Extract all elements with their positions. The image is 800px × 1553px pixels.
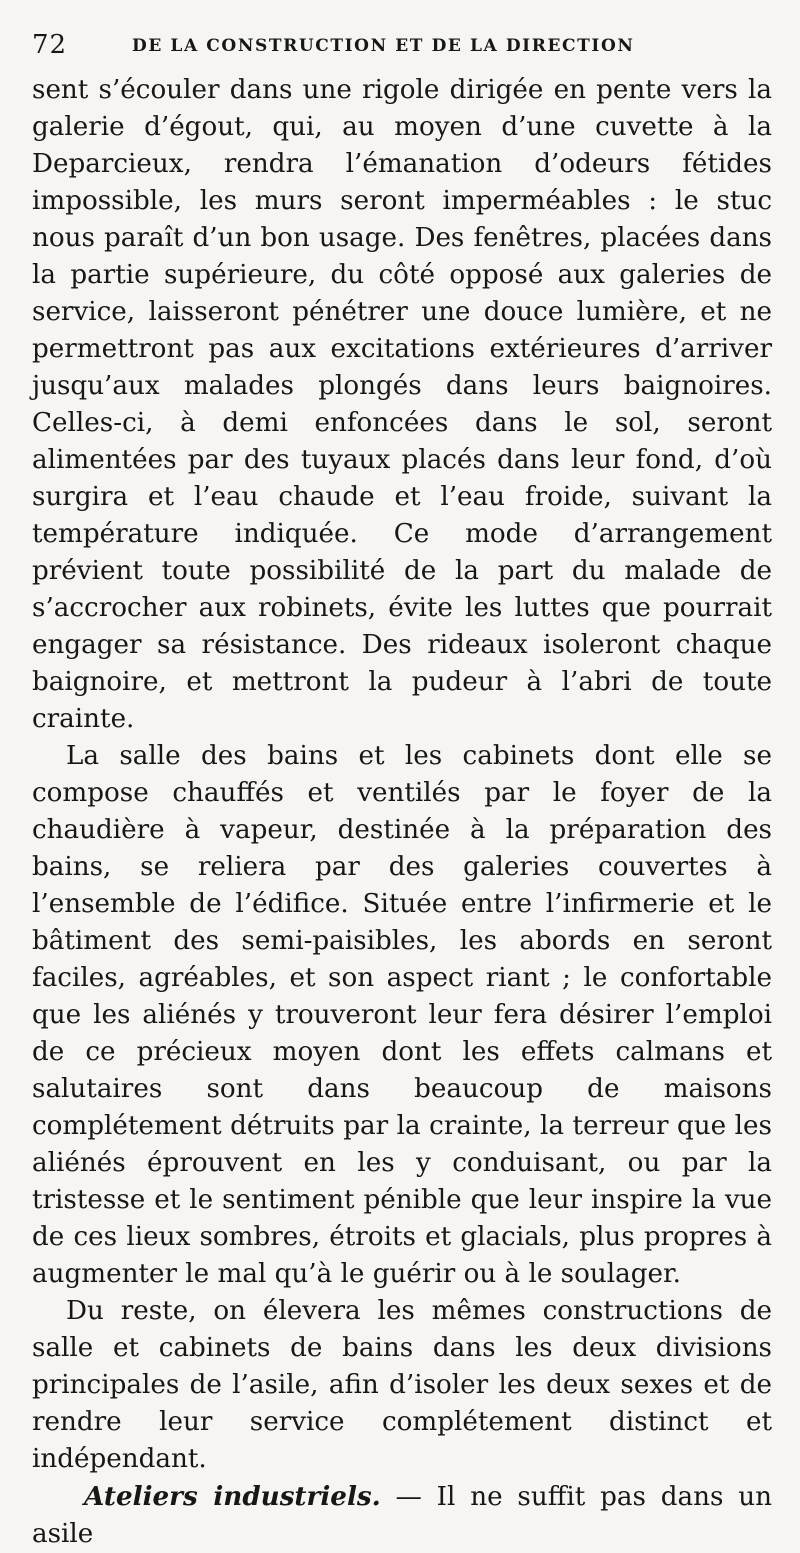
page-number: 72	[32, 30, 68, 60]
paragraph-divisions: Du reste, on élevera les mêmes constructions de salle et cabinets de bains dans les deux divisions principales de l’asile, afin d’isoler les deux sexes et de rendre leur service complétement distinct et indépendant.	[32, 1296, 772, 1474]
section-heading-line	[32, 1478, 772, 1553]
paragraph-bath-drainage: sent s’écouler dans une rigole dirigée en pente vers la galerie d’égout, qui, au moyen d’une cuvette à la Deparcieux, rendra l’émanation d’odeurs fétides impossible, les murs seront imperméables : le stuc nous paraît d’un bon usage. Des fenêtres, placées dans la partie supérieure, du côté opposé aux galeries de service, laisseront pénétrer une douce lumière, et ne permettront pas aux excitations extérieures d’arriver jusqu’aux malades plongés dans leurs baignoires. Celles-ci, à demi enfoncées dans le sol, seront alimentées par des tuyaux placés dans leur fond, d’où surgira et l’eau chaude et l’eau froide, suivant la température indiquée. Ce mode d’arrangement prévient toute possibilité de la part du malade de s’accrocher aux robinets, évite les luttes que pourrait engager sa résistance. Des rideaux isoleront chaque baignoire, et mettront la pudeur à l’abri de toute crainte.	[32, 75, 772, 734]
section-title-ateliers: Ateliers industriels.	[84, 1481, 381, 1512]
paragraph-bath-hall: La salle des bains et les cabinets dont elle se compose chauffés et ventilés par le foyer de la chaudière à vapeur, destinée à la préparation des bains, se reliera par des galeries couvertes à l’ensemble de l’édifice. Située entre l’infirmerie et le bâtiment des semi-paisibles, les abords en seront faciles, agréables, et son aspect riant ; le confortable que les aliénés y trouveront leur fera désirer l’emploi de ce précieux moyen dont les effets calmans et salutaires sont dans beaucoup de maisons complétement détruits par la crainte, la terreur que les aliénés éprouvent en les y conduisant, ou par la tristesse et le sentiment pénible que leur inspire la vue de ces lieux sombres, étroits et glacials, plus propres à augmenter le mal qu’à le guérir ou à le soulager.	[32, 741, 772, 1289]
section-intro-text: — Il ne suffit pas dans un asile	[32, 1482, 772, 1549]
chapter-running-title: DE LA CONSTRUCTION ET DE LA DIRECTION	[132, 36, 635, 56]
running-header	[28, 30, 768, 64]
body-text	[32, 72, 772, 1553]
